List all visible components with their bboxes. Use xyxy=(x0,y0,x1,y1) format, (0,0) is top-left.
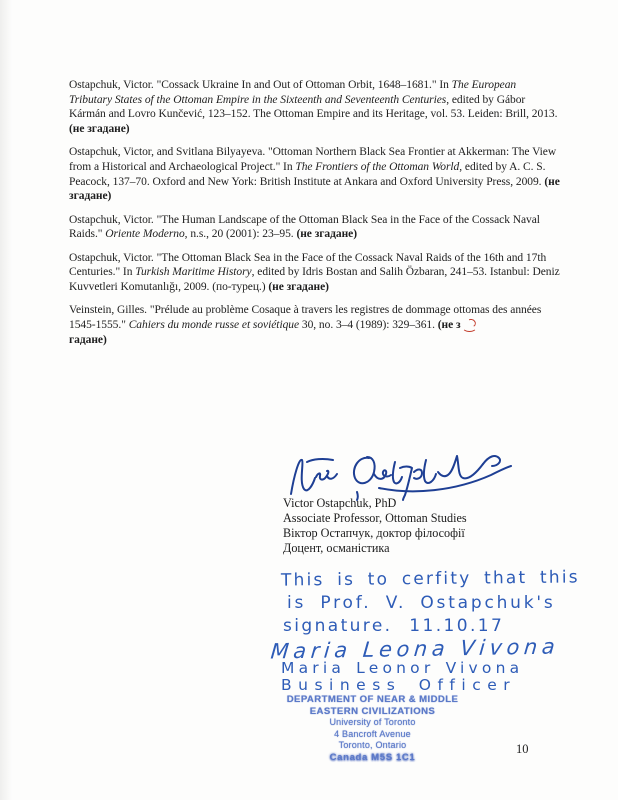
bibliography-entry xyxy=(69,78,560,137)
scan-edge-artifact xyxy=(0,0,12,800)
signatory-identity-block xyxy=(283,496,467,556)
text-segment: Ostapchuk, Victor, and Svitlana Bilyayeva. "Ottoman Northern Black Sea Frontier at Akkerman: The View from a Historical and Archaeological Project." In xyxy=(69,146,557,174)
red-correction-mark xyxy=(462,319,476,332)
vivona-printed-name: Maria Leonor Vivona xyxy=(281,659,524,677)
stamp-line: DEPARTMENT OF NEAR & MIDDLE xyxy=(286,694,459,705)
text-segment: (не згадане) xyxy=(268,280,329,293)
text-segment: (не згадане) xyxy=(296,228,358,241)
text-segment: гадане) xyxy=(69,333,107,346)
bibliography-list xyxy=(69,78,560,356)
stamp-line: University of Toronto xyxy=(329,717,416,728)
text-segment: Oriente Moderno xyxy=(105,228,185,241)
text-segment: 30, no. 3–4 (1989): 329–361. xyxy=(299,318,438,331)
text-segment: , edited by A. C. S. Peacock, 137–70. Oxford and New York: British Institute at Ankara and Oxford University Press, 2009. xyxy=(69,161,546,188)
text-segment: Cahiers du monde russe et soviétique xyxy=(128,318,300,331)
text-segment: , edited by Gábor Kármán and Lovro Kunčević, 123–152. The Ottoman Empire and its Heritage, vol. 53. Leiden: Brill, 2013. xyxy=(69,93,558,121)
vivona-role: Business Officer xyxy=(281,676,517,694)
text-segment: (не згадане) xyxy=(69,123,130,136)
text-segment: Turkish Maritime History xyxy=(135,266,252,279)
page-number: 10 xyxy=(516,742,529,756)
stamp-line: 4 Bancroft Avenue xyxy=(334,728,411,739)
bibliography-entry xyxy=(69,251,560,295)
signatory-title: Associate Professor, Ottoman Studies xyxy=(283,510,467,525)
text-segment: (не з xyxy=(437,318,461,331)
bibliography-entry xyxy=(69,145,560,204)
text-segment: , edited by Idris Bostan and Salih Özbaran, 241–53. Istanbul: Deniz Kuvvetleri Komutanlığı, 2009. (по-турец.) xyxy=(69,266,560,293)
signatory-name-ukrainian: Віктор Остапчук, доктор філософії xyxy=(283,525,465,540)
text-segment: Ostapchuk, Victor. "The Ottoman Black Sea in the Face of the Cossack Naval Raids of the 16th and 17th Centuries." In xyxy=(69,251,547,279)
bibliography-entry xyxy=(69,213,560,242)
vivona-handwritten-signature: Maria Leona Vivona xyxy=(269,634,561,664)
signatory-name: Victor Ostapchuk, PhD xyxy=(283,496,397,510)
text-segment: Ostapchuk, Victor. "Cossack Ukraine In and Out of Ottoman Orbit, 1648–1681." In xyxy=(69,79,452,91)
text-segment: (не згадане) xyxy=(69,175,560,203)
certification-line-3: signature. 11.10.17 xyxy=(283,616,505,636)
text-segment: The European Tributary States of the Ottoman Empire in the Sixteenth and Seventeenth Centuries xyxy=(69,79,517,106)
text-segment: Ostapchuk, Victor. "The Human Landscape of the Ottoman Black Sea in the Face of the Cossack Naval Raids." xyxy=(69,213,540,241)
stamp-line: Canada M5S 1C1 xyxy=(329,751,416,763)
text-segment: Veinstein, Gilles. "Prélude au problème Cosaque à travers les registres de dommage ottomas des années 1545-1555." xyxy=(69,304,542,331)
bibliography-entry xyxy=(69,303,560,347)
text-segment: , n.s., 20 (2001): 23–95. xyxy=(184,228,297,241)
signatory-title-ukrainian: Доцент, османістика xyxy=(283,540,390,555)
text-segment: The Frontiers of the Ottoman World xyxy=(295,161,460,174)
certification-line-1: This is to cerfity that this xyxy=(280,567,580,591)
stamp-line: EASTERN CIVILIZATIONS xyxy=(309,705,436,717)
stamp-line: Toronto, Ontario xyxy=(338,740,407,751)
certification-line-2: is Prof. V. Ostapchuk's xyxy=(287,593,556,613)
department-stamp xyxy=(270,694,475,764)
